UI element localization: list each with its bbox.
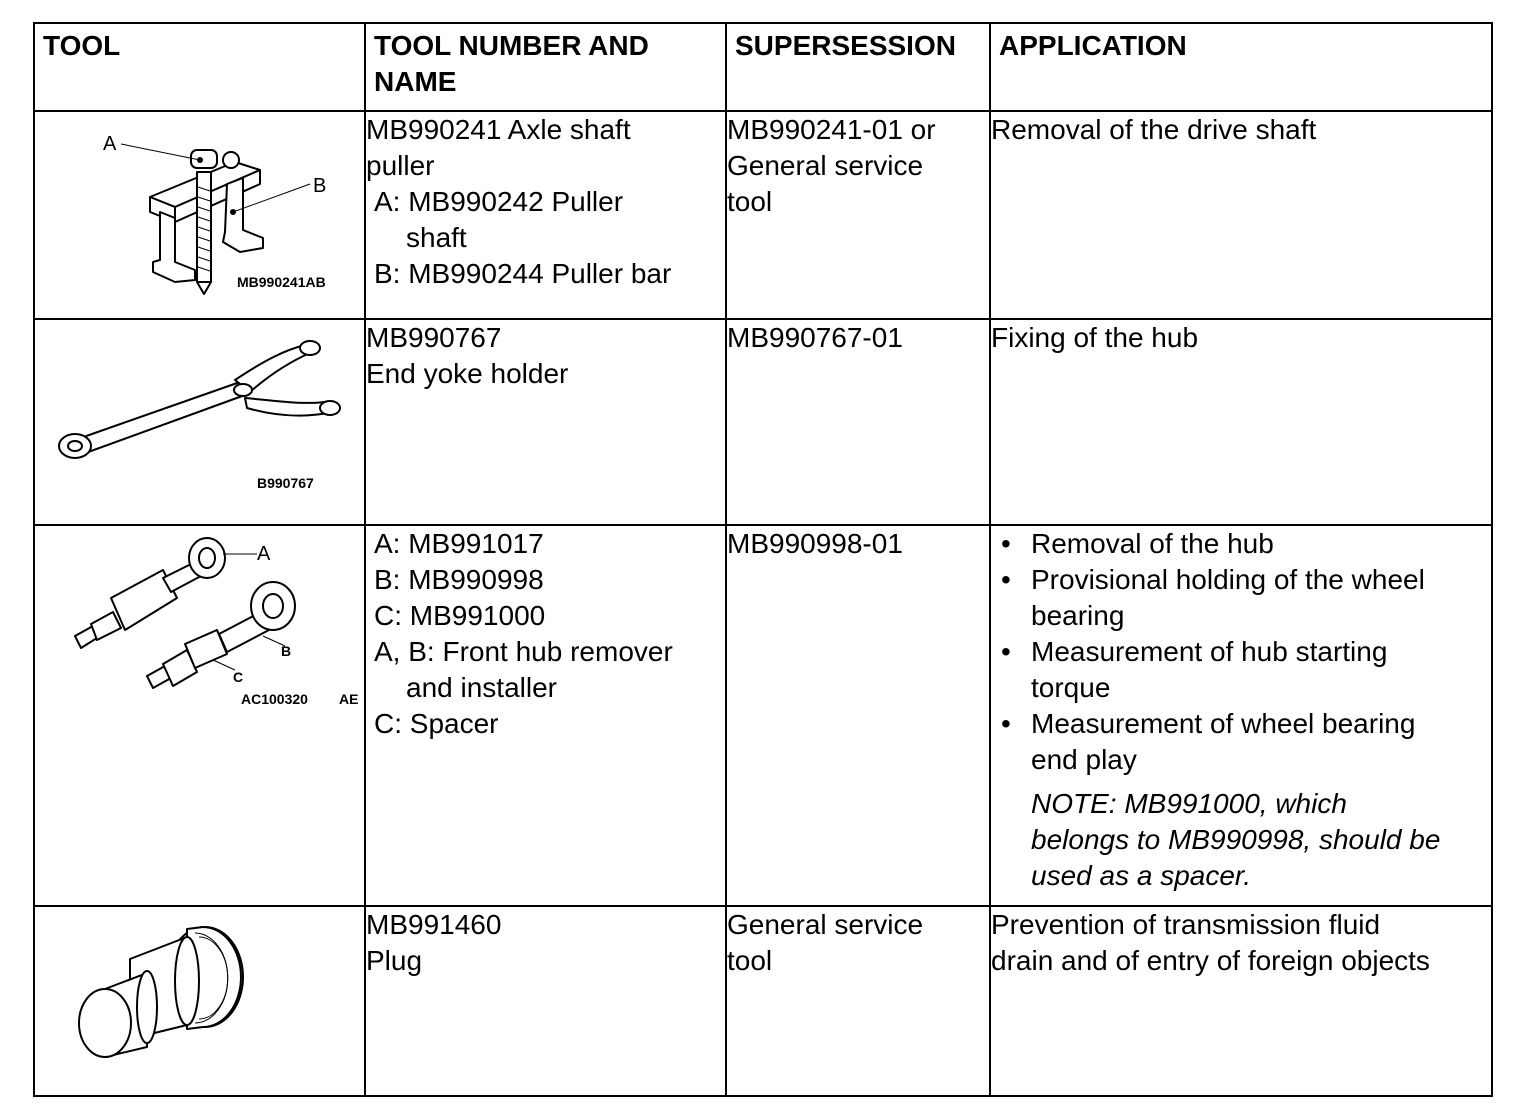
table-row — [34, 525, 1492, 906]
supersession-cell: MB990241-01 or General service tool — [726, 111, 990, 319]
end-yoke-holder-icon — [35, 320, 366, 524]
supersession-cell: MB990767-01 — [726, 319, 990, 525]
application-cell: Prevention of transmission fluid drain and of entry of foreign objects — [990, 906, 1492, 1096]
plug-icon — [35, 907, 366, 1095]
front-hub-remover-illustration — [34, 525, 365, 906]
table-row — [34, 906, 1492, 1096]
header-application: APPLICATION — [990, 23, 1492, 111]
spacer-note: NOTE: MB991000, which belongs to MB990998, should be used as a spacer. — [1031, 788, 1441, 891]
header-row — [34, 23, 1492, 111]
axle-shaft-puller-icon — [35, 112, 366, 318]
application-cell: Removal of the drive shaft — [990, 111, 1492, 319]
plug-illustration — [34, 906, 365, 1096]
tool-number-cell: MB990241 Axle shaft puller A: MB990242 Puller shaft B: MB990244 Puller bar — [365, 111, 726, 319]
image-label-suffix: AE — [339, 691, 359, 707]
list-item: • Measurement of hub starting torque — [991, 634, 1491, 706]
application-cell — [990, 525, 1492, 906]
header-supersession: SUPERSESSION — [726, 23, 990, 111]
list-item: • Measurement of wheel bearing end play — [991, 706, 1491, 778]
image-label: B990767 — [257, 475, 314, 491]
end-yoke-holder-illustration — [34, 319, 365, 525]
callout-b: B — [281, 643, 292, 659]
application-list — [991, 526, 1491, 778]
tool-number-cell: MB990767 End yoke holder — [365, 319, 726, 525]
table-row — [34, 319, 1492, 525]
supersession-cell: General service tool — [726, 906, 990, 1096]
image-label: MB990241AB — [237, 274, 326, 290]
callout-b: B — [313, 175, 327, 197]
header-tool-number: TOOL NUMBER AND NAME — [365, 23, 726, 111]
list-item: • Removal of the hub — [991, 526, 1491, 562]
application-cell: Fixing of the hub — [990, 319, 1492, 525]
header-tool: TOOL — [34, 23, 365, 111]
special-tools-table — [33, 22, 1493, 1097]
image-label: AC100320 — [241, 691, 308, 707]
supersession-cell: MB990998-01 — [726, 525, 990, 906]
callout-c: C — [233, 669, 244, 685]
callout-a: A — [257, 543, 271, 565]
axle-shaft-puller-illustration — [34, 111, 365, 319]
table-row — [34, 111, 1492, 319]
tool-number-cell: A: MB991017 B: MB990998 C: MB991000 A, B: Front hub remover and installer C: Spacer — [365, 525, 726, 906]
front-hub-remover-icon — [35, 526, 366, 905]
tool-number-cell: MB991460 Plug — [365, 906, 726, 1096]
list-item: • Provisional holding of the wheel bearing — [991, 562, 1491, 634]
callout-a: A — [103, 133, 117, 155]
